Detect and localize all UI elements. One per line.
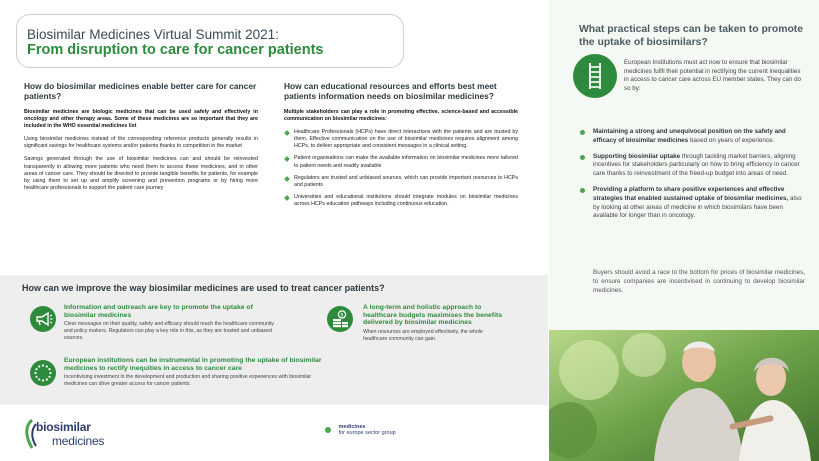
block-title: A long-term and holistic approach to healthcare budgets maximises the benefits delivered by biosimilar medicines <box>363 304 503 327</box>
step-item: Maintaining a strong and unequivocal position on the safety and efficacy of biosimilar medicines based on years of experience. <box>593 128 805 146</box>
paragraph: Biosimilar medicines are biologic medicines that can be used safely and effectively in oncology and other therapy areas. Some of these medicines are so important that they are included in the WHO essential medicines list <box>24 109 258 130</box>
biosimilar-medicines-logo <box>22 414 132 454</box>
bullet-item: Universities and educational institutions should integrate modules on biosimilar medicines across HCPs education pathways including continuous education. <box>284 194 518 208</box>
partner-line1: medicines <box>338 424 366 430</box>
band-heading: How can we improve the way biosimilar medicines are used to treat cancer patients? <box>22 283 385 293</box>
panel-intro: European Institutions must act now to ensure that biosimilar medicines fulfil their potential in rectifying the current inequalities in access to cancer care across EU member states. They can do so by: <box>624 59 801 92</box>
panel-outro: Buyers should avoid a race to the bottom for prices of biosimilar medicines, to ensure companies are incentivised in continuing to develop biosimilar medicines. <box>593 269 805 294</box>
improvement-band <box>0 275 548 405</box>
bullet-item: Regulators are trusted and unbiased sources, which can provide important resources to HCPs and patients <box>284 175 518 189</box>
bullet-icon <box>284 130 290 136</box>
title-box <box>16 14 404 68</box>
block-title: European institutions can be instrumental in promoting the uptake of biosimilar medicines to rectify inequities in access to cancer care <box>64 357 322 372</box>
bullet-icon <box>284 195 290 201</box>
elderly-couple-photo <box>549 330 819 461</box>
section-heading: How do biosimilar medicines enable better care for cancer patients? <box>24 81 257 101</box>
step-item: Providing a platform to share positive experiences and effective strategies that enabled sustained uptake of biosimilar medicines, also by looking at other areas of medicine in which biosimilars have been available for longer than in oncology. <box>593 186 805 221</box>
ladder-icon <box>573 54 617 98</box>
partner-logo <box>325 424 396 436</box>
paragraph: Savings generated through the use of biosimilar medicines can and should be reinvested transparently in allowing more patients who need them to access these medicines, and in other areas of cancer care. They should be directed to provide tangible benefits for patients, for example by using them to set up and amplify screening and prevention programs or by hiring more healthcare professionals to support the patient care journey <box>24 156 258 191</box>
logo-word-1: biosimilar <box>36 420 91 434</box>
paragraph: Using biosimilar medicines instead of the corresponding reference products generally results in significant savings for healthcare systems and/or patients thanks to competition in the market <box>24 136 258 150</box>
summit-title: Biosimilar Medicines Virtual Summit 2021: <box>27 27 279 42</box>
coins-icon <box>327 306 353 332</box>
partner-line2: for europe sector group <box>338 430 396 436</box>
paragraph: Multiple stakeholders can play a role in promoting effective, science-based and accessible communication on biosimilar medicines: <box>284 109 518 123</box>
budget-block <box>363 304 508 342</box>
step-item: Supporting biosimilar uptake through tackling market barriers, aligning incentives for stakeholders particularly on how to bring efficiency in cancer care thanks to reinvestment of the freed-up budget into areas of need. <box>593 153 805 179</box>
bullet-icon <box>580 188 585 193</box>
block-title: Information and outreach are key to promote the uptake of biosimilar medicines <box>64 304 253 319</box>
bullet-icon <box>580 130 585 135</box>
panel-heading: What practical steps can be taken to promote the uptake of biosimilars? <box>579 24 804 48</box>
bullet-item: Patient organisations can make the available information on biosimilar medicines more tailored to patient needs and readily available <box>284 155 518 169</box>
bullet-icon <box>284 176 290 182</box>
bullet-item: Healthcare Professionals (HCPs) have direct interactions with the patients and are trusted by them. Effective communication on the use of biosimilar medicines requires alignment among HCPs, to deliver appropriate and consistent messages in a clinical setting. <box>284 129 518 150</box>
block-body: Incentivising investment in the development and production and sharing positive experiences with biosimilar medicines can drive greater access for cancer patients. <box>64 374 312 387</box>
eu-institutions-block <box>64 357 334 388</box>
block-body: Clear messages on their quality, safety and efficacy should reach the healthcare community and policy makers. Regulators can play a key role in this, as they are trusted and unbiased sources. <box>64 321 275 341</box>
eu-stars-icon <box>30 360 56 386</box>
steps-list <box>593 128 805 228</box>
biosimilar-care-section <box>24 82 258 198</box>
logo-word-2: medicines <box>52 434 105 448</box>
svg-text:$: $ <box>340 312 344 319</box>
bullet-icon <box>284 157 290 163</box>
educational-resources-section <box>284 82 518 213</box>
megaphone-icon <box>30 306 56 332</box>
summit-subtitle: From disruption to care for cancer patients <box>27 42 324 58</box>
block-body: When resources are employed effectively, the whole healthcare community can gain. <box>363 328 483 342</box>
partner-mark-icon <box>325 427 331 433</box>
section-heading: How can educational resources and efforts best meet patients information needs on biosimilar medicines? <box>284 81 497 101</box>
bullet-icon <box>580 155 585 160</box>
outreach-block <box>64 304 282 342</box>
